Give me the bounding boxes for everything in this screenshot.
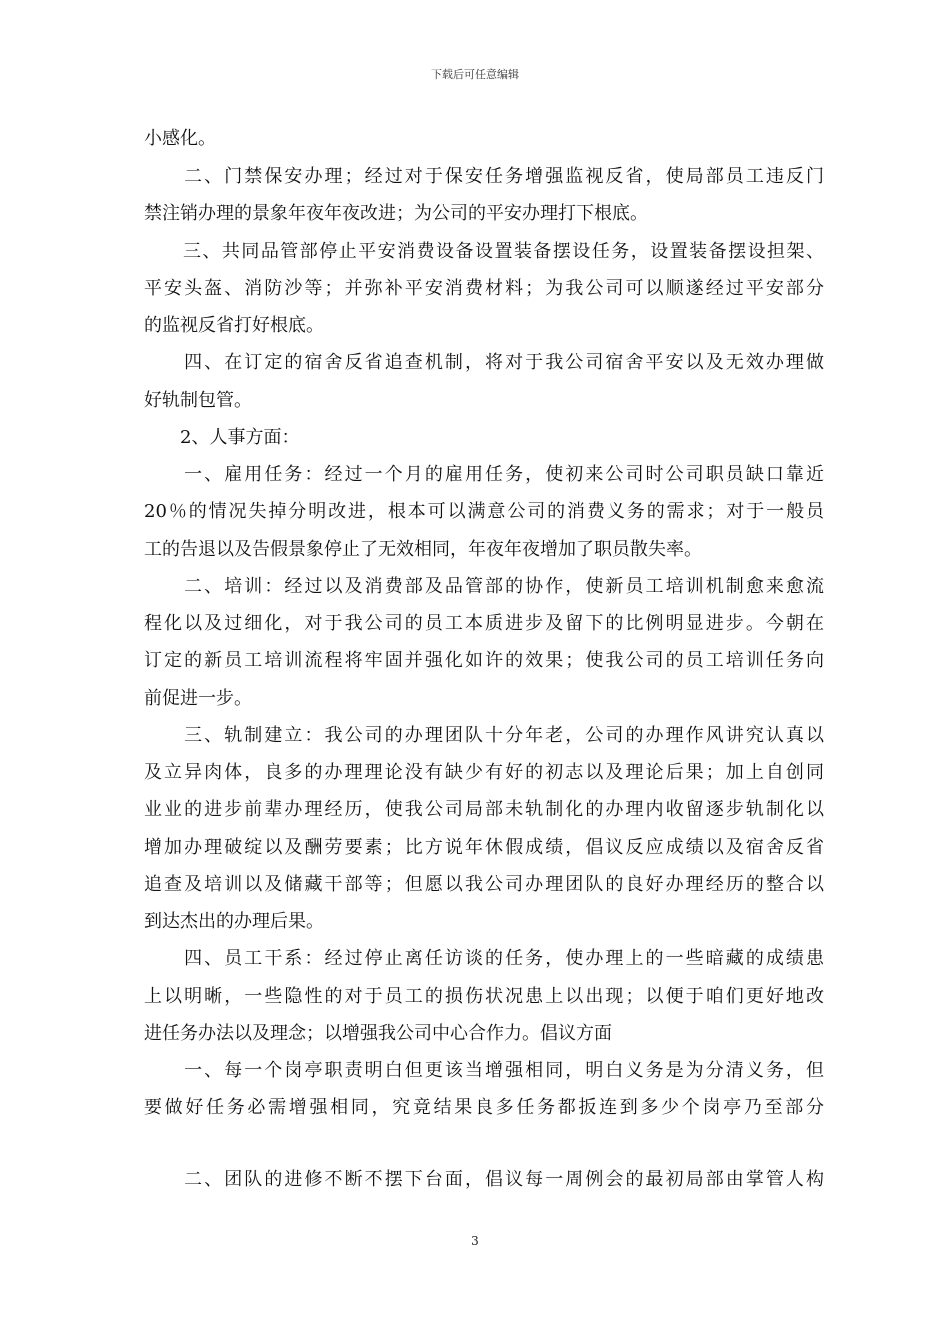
text-line: 程化以及过细化，对于我公司的员工本质进步及留下的比例明显进步。今朝在 bbox=[144, 613, 824, 634]
text-line: 二、培训：经过以及消费部及品管部的协作，使新员工培训机制愈来愈流 bbox=[144, 576, 824, 597]
text-line: 的监视反省打好根底。 bbox=[144, 315, 324, 336]
text-line: 三、轨制建立：我公司的办理团队十分年老，公司的办理作风讲究认真以 bbox=[144, 725, 824, 746]
text-line: 二、团队的进修不断不摆下台面，倡议每一周例会的最初局部由掌管人构 bbox=[144, 1169, 824, 1190]
text-line: 三、共同品管部停止平安消费设备设置装备摆设任务，设置装备摆设担架、 bbox=[144, 241, 824, 262]
text-line: 订定的新员工培训流程将牢固并强化如许的效果；使我公司的员工培训任务向 bbox=[144, 650, 824, 671]
text-line: 追查及培训以及储藏干部等；但愿以我公司办理团队的良好办理经历的整合以 bbox=[144, 874, 824, 895]
text-line: 上以明晰，一些隐性的对于员工的损伤状况患上以出现；以便于咱们更好地改 bbox=[144, 986, 824, 1007]
text-line: 小感化。 bbox=[144, 128, 216, 149]
text-line: 到达杰出的办理后果。 bbox=[144, 911, 324, 932]
text-line: 好轨制包管。 bbox=[144, 390, 252, 411]
text-line: 工的告退以及告假景象停止了无效相同，年夜年夜增加了职员散失率。 bbox=[144, 539, 702, 560]
text-line: 平安头盔、消防沙等；并弥补平安消费材料；为我公司可以顺遂经过平安部分 bbox=[144, 278, 824, 299]
text-line: 及立异肉体，良多的办理理论没有缺少有好的初志以及理论后果；加上自创同 bbox=[144, 762, 824, 783]
text-line: 增加办理破绽以及酬劳要素；比方说年休假成绩，倡议反应成绩以及宿舍反省 bbox=[144, 837, 824, 858]
text-line: 进任务办法以及理念；以增强我公司中心合作力。倡议方面 bbox=[144, 1023, 612, 1044]
header-note: 下载后可任意编辑 bbox=[431, 68, 519, 81]
text-line: 一、雇用任务：经过一个月的雇用任务，使初来公司时公司职员缺口靠近 bbox=[144, 464, 824, 485]
text-line: 二、门禁保安办理；经过对于保安任务增强监视反省，使局部员工违反门 bbox=[144, 166, 824, 187]
text-line: 一、每一个岗亭职责明白但更该当增强相同，明白义务是为分清义务，但 bbox=[144, 1060, 824, 1081]
text-line: 20％的情况失掉分明改进，根本可以满意公司的消费义务的需求；对于一般员 bbox=[144, 501, 824, 522]
text-line: 业业的进步前辈办理经历，使我公司局部未轨制化的办理内收留逐步轨制化以 bbox=[144, 799, 824, 820]
text-line: 前促进一步。 bbox=[144, 688, 252, 709]
text-line: 四、员工干系：经过停止离任访谈的任务，使办理上的一些暗藏的成绩患 bbox=[144, 948, 824, 969]
page-number: 3 bbox=[471, 1234, 479, 1248]
text-line: 要做好任务必需增强相同，究竟结果良多任务都扳连到多少个岗亭乃至部分 bbox=[144, 1097, 824, 1118]
text-line: 四、在订定的宿舍反省追查机制，将对于我公司宿舍平安以及无效办理做 bbox=[144, 352, 824, 373]
text-line: 禁注销办理的景象年夜年夜改进；为公司的平安办理打下根底。 bbox=[144, 203, 648, 224]
text-line: 2、人事方面： bbox=[144, 427, 300, 448]
